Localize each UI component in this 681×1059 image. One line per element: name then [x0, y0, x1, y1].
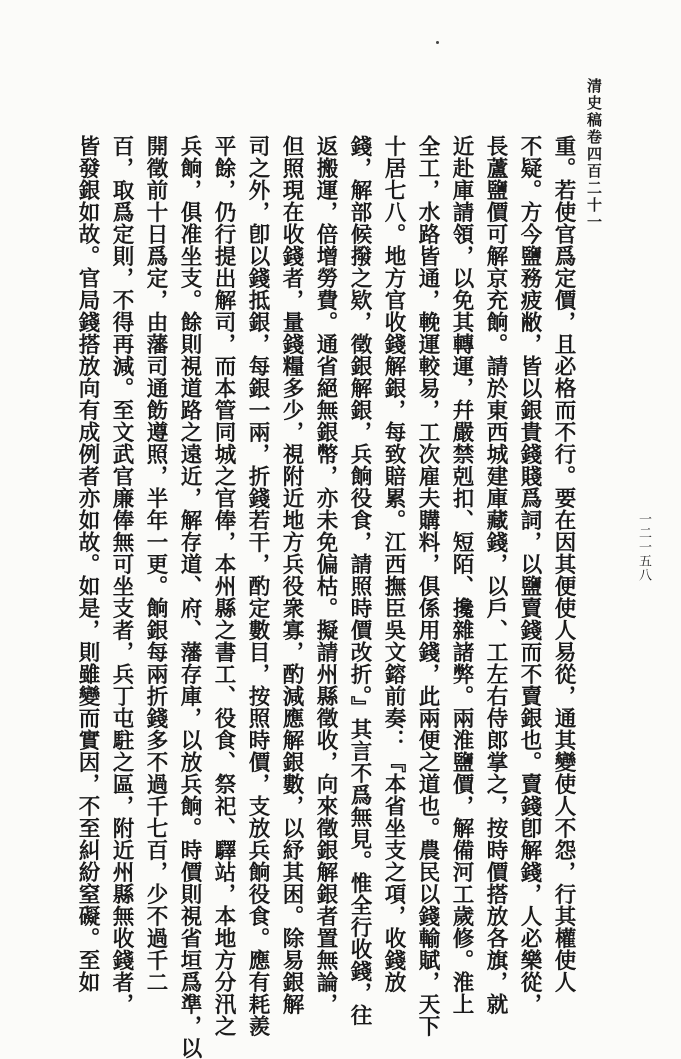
text-column: 皆發銀如故。官局錢搭放向有成例者亦如故。如是，則雖變而實因，不至糾紛窒礙。至如	[75, 135, 100, 993]
text-column: 十居七八。地方官收錢解銀，每致賠累。江西撫臣吳文鎔前奏：『本省坐支之項，收錢放	[381, 135, 406, 993]
text-column: 不疑。方今鹽務疲敝，皆以銀貴錢賤爲詞，以鹽賣錢而不賣銀也。賣錢卽解錢，人必樂從，	[517, 135, 542, 1015]
page-number: 一二一五八	[636, 512, 651, 582]
text-column: 返搬運，倍增勞費。通省絕無銀幣，亦未免偏枯。擬請州縣徵收，向來徵銀解銀者置無論，	[313, 135, 338, 1015]
text-column: 司之外，卽以錢抵銀，每銀一兩，折錢若干，酌定數目，按照時價，支放兵餉役食。應有耗羨	[245, 135, 270, 1037]
running-head: 清史稿卷四百二十一	[585, 78, 603, 231]
text-column: 平餘，仍行提出解司，而本管同城之官俸，本州縣之書工、役食、祭祀、驛站，本地方分汛之	[211, 135, 236, 1037]
text-column: 百，取爲定則，不得再減。至文武官廉俸無可坐支者，兵丁屯駐之區，附近州縣無收錢者，	[109, 135, 134, 1015]
text-column: 長蘆鹽價可解京充餉。請於東西城建庫藏錢，以戶、工左右侍郎掌之，按時價搭放各旗，就	[483, 135, 508, 1015]
text-column: 錢，解部候撥之欵，徵銀解銀，兵餉役食，請照時價改折。』其言不爲無見。惟全行收錢，往	[347, 135, 372, 1027]
text-column: 重。若使官爲定價，且必格而不行。要在因其便使人易從，通其變使人不怨，行其權使人	[551, 135, 576, 993]
text-column: 近赴庫請領，以免其轉運，幷嚴禁剋扣、短陌、攙雜諸弊。兩淮鹽價，解備河工歲修。淮上	[449, 135, 474, 1015]
text-column: 開徵前十日爲定，由藩司通飭遵照，半年一更。餉銀每兩折錢多不過千七百，少不過千二	[143, 135, 168, 993]
text-column: 全工，水路皆通，輓運較易，工次雇夫購料，俱係用錢，此兩便之道也。農民以錢輸賦，天下	[415, 135, 440, 1037]
vertical-text-block	[75, 135, 578, 1059]
text-column: 但照現在收錢者，量錢糧多少，視附近地方兵役衆寡，酌減應解銀數，以紓其困。除易銀解	[279, 135, 304, 1015]
text-column: 兵餉，俱准坐支。餘則視道路之遠近，解存道、府、藩存庫，以放兵餉。時價則視省垣爲準，以	[177, 135, 202, 1059]
print-speck	[436, 41, 439, 44]
